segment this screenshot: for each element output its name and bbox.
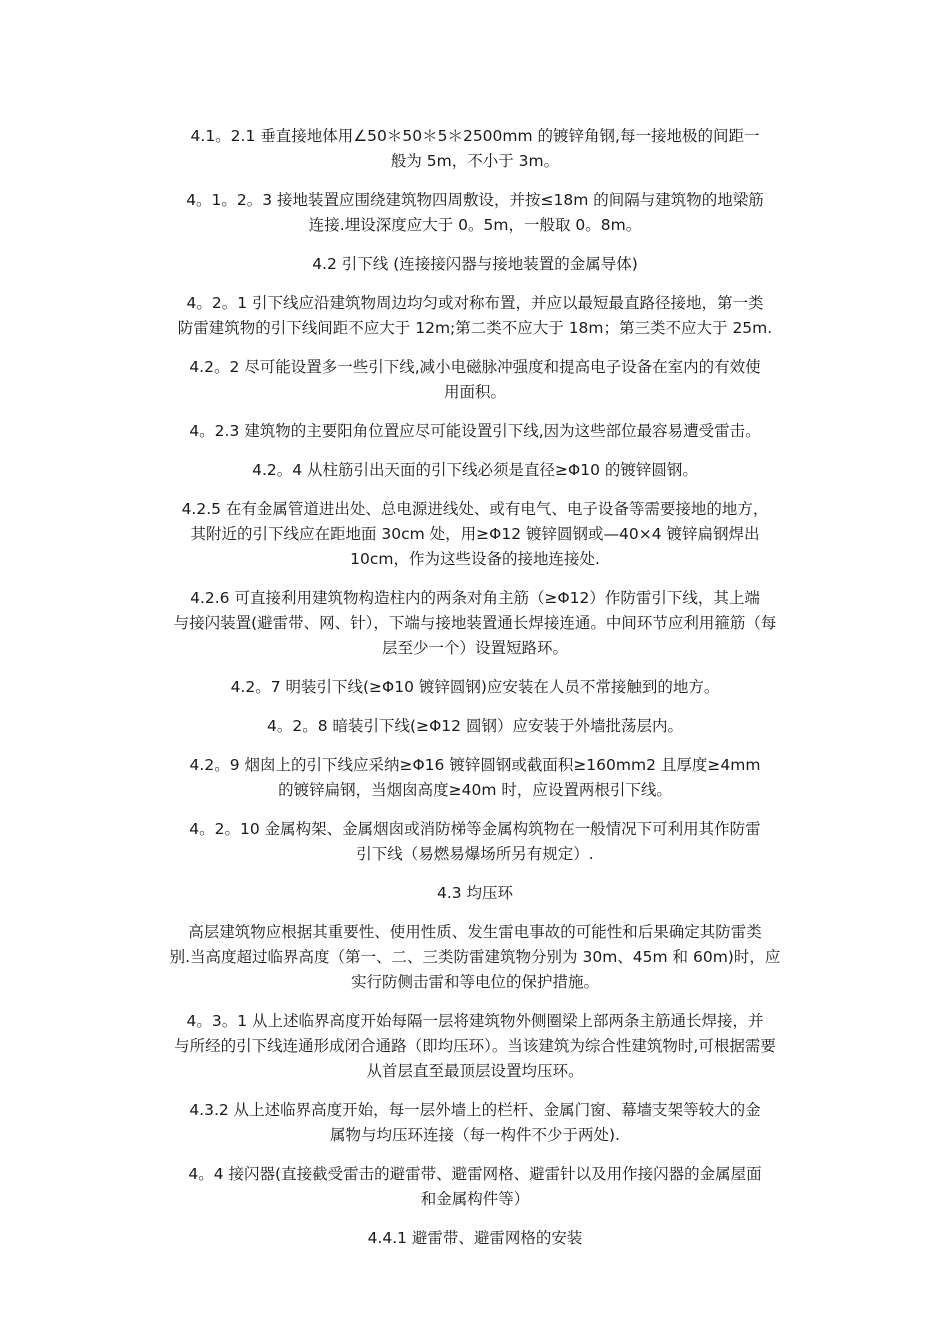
paragraph-4-2-4: 4.2。4 从柱筋引出天面的引下线必须是直径≥Φ10 的镀锌圆钢。 [252, 461, 698, 479]
paragraph-4-2-6: 4.2.6 可直接利用建筑物构造柱内的两条对角主筋（≥Φ12）作防雷引下线，其上端 与接闪装置(避雷带、网、针），下端与接地装置通长焊接连通。中间环节应利用箍筋（每 层至少一个）设置短路环。 [173, 589, 777, 657]
section-heading-4-2: 4.2 引下线 (连接接闪器与接地装置的金属导体) [312, 255, 638, 273]
paragraph-4-4: 4。4 接闪器(直接截受雷击的避雷带、避雷网格、避雷针以及用作接闪器的金属屋面 和金属构件等） [188, 1165, 762, 1208]
paragraph-4-2-10: 4。2。10 金属构架、金属烟囱或消防梯等金属构筑物在一般情况下可利用其作防雷 引下线（易燃易爆场所另有规定）. [189, 820, 761, 863]
section-heading-4-4-1: 4.4.1 避雷带、避雷网格的安装 [367, 1229, 583, 1247]
paragraph-4-1-2-3: 4。1。2。3 接地装置应围绕建筑物四周敷设，并按≤18m 的间隔与建筑物的地梁筋 连接.埋设深度应大于 0。5m，一般取 0。8m。 [186, 191, 764, 234]
paragraph-4-2-1: 4。2。1 引下线应沿建筑物周边均匀或对称布置，并应以最短最直路径接地，第一类 防雷建筑物的引下线间距不应大于 12m;第二类不应大于 18m；第三类不应大于 25m. [177, 294, 773, 337]
paragraph-4-2-7: 4.2。7 明装引下线(≥Φ10 镀锌圆钢)应安装在人员不常接触到的地方。 [230, 678, 720, 696]
paragraph-4-2-8: 4。2。8 暗装引下线(≥Φ12 圆钢）应安装于外墙批荡层内。 [267, 717, 683, 735]
document-page [140, 124, 810, 1265]
section-heading-4-3: 4.3 均压环 [436, 884, 514, 902]
paragraph-4-2-9: 4.2。9 烟囱上的引下线应采纳≥Φ16 镀锌圆钢或截面积≥160mm2 且厚度≥4mm 的镀锌扁钢，当烟囱高度≥40m 时，应设置两根引下线。 [189, 756, 761, 799]
paragraph-4-2-2: 4.2。2 尽可能设置多一些引下线,减小电磁脉冲强度和提高电子设备在室内的有效使 用面积。 [189, 358, 761, 401]
paragraph-4-2-3: 4。2.3 建筑物的主要阳角位置应尽可能设置引下线,因为这些部位最容易遭受雷击。 [189, 422, 761, 440]
paragraph-4-3-1: 4。3。1 从上述临界高度开始每隔一层将建筑物外侧圈梁上部两条主筋通长焊接，并 与所经的引下线连通形成闭合通路（即均压环）。当该建筑为综合性建筑物时,可根据需要 从首层直至最顶层设置均压环。 [174, 1012, 776, 1080]
paragraph-4-3-2: 4.3.2 从上述临界高度开始，每一层外墙上的栏杆、金属门窗、幕墙支架等较大的金 属物与均压环连接（每一构件不少于两处). [189, 1101, 761, 1144]
paragraph-4-2-5: 4.2.5 在有金属管道进出处、总电源进线处、或有电气、电子设备等需要接地的地方， 其附近的引下线应在距地面 30cm 处，用≥Φ12 镀锌圆钢或—40×4 镀锌扁钢焊出 10cm，作为这些设备的接地连接处. [181, 500, 769, 568]
paragraph-4-3-intro: 高层建筑物应根据其重要性、使用性质、发生雷电事故的可能性和后果确定其防雷类 别.当高度超过临界高度（第一、二、三类防雷建筑物分别为 30m、45m 和 60m)时，应 实行防侧击雷和等电位的保护措施。 [169, 923, 781, 991]
paragraph-4-1-2-1: 4.1。2.1 垂直接地体用∠50＊50＊5＊2500mm 的镀锌角钢,每一接地极的间距一 般为 5m，不小于 3m。 [190, 127, 760, 170]
